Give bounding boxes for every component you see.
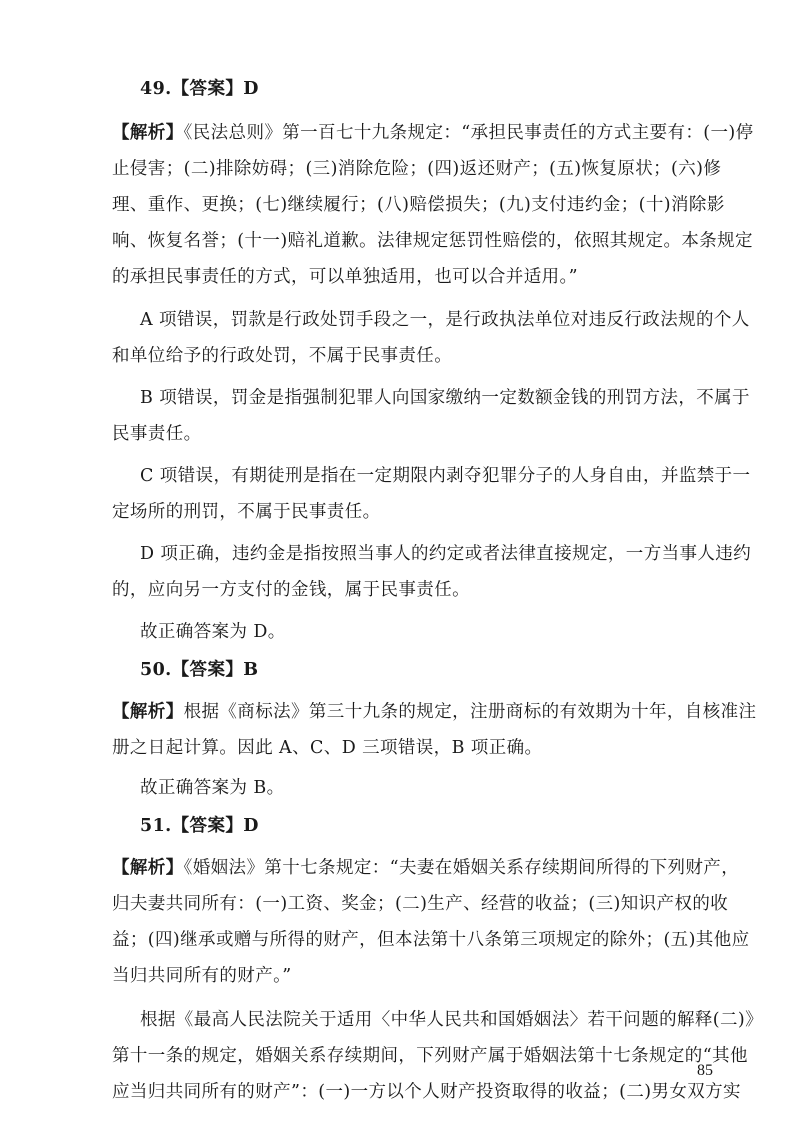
- option-b-paragraph: 民事责任。: [112, 424, 202, 444]
- interpretation-paragraph: 根据《最高人民法院关于适用〈中华人民共和国婚姻法〉若干问题的解释(二)》: [140, 1010, 764, 1030]
- interpretation-paragraph: 应当归共同所有的财产”：(一)一方以个人财产投资取得的收益；(二)男女双方实: [112, 1082, 741, 1102]
- analysis-line: 当归共同所有的财产。”: [112, 966, 292, 986]
- analysis-line: 止侵害；(二)排除妨碍；(三)消除危险；(四)返还财产；(五)恢复原状；(六)修: [112, 159, 722, 179]
- analysis-line: 【解析】根据《商标法》第三十九条的规定，注册商标的有效期为十年，自核准注: [112, 702, 757, 722]
- analysis-line: 册之日起计算。因此 A、C、D 三项错误，B 项正确。: [112, 738, 543, 758]
- analysis-line: 益；(四)继承或赠与所得的财产，但本法第十八条第三项规定的除外；(五)其他应: [112, 930, 750, 950]
- answer-heading-50: 50.【答案】B: [140, 660, 259, 680]
- option-d-paragraph: 的，应向另一方支付的金钱，属于民事责任。: [112, 580, 470, 600]
- option-a-paragraph: 和单位给予的行政处罚，不属于民事责任。: [112, 346, 453, 366]
- analysis-line: 响、恢复名誉；(十一)赔礼道歉。法律规定惩罚性赔偿的，依照其规定。本条规定: [112, 231, 753, 251]
- option-a-paragraph: A 项错误，罚款是行政处罚手段之一，是行政执法单位对违反行政法规的个人: [140, 310, 750, 330]
- analysis-line: 归夫妻共同所有：(一)工资、奖金；(二)生产、经营的收益；(三)知识产权的收: [112, 894, 729, 914]
- analysis-line: 【解析】《民法总则》第一百七十九条规定：“承担民事责任的方式主要有：(一)停: [112, 123, 754, 143]
- answer-heading-51: 51.【答案】D: [140, 816, 259, 836]
- analysis-label: 【解析】: [112, 123, 184, 143]
- answer-heading-49: 49.【答案】D: [140, 79, 259, 99]
- analysis-line: 的承担民事责任的方式，可以单独适用，也可以合并适用。”: [112, 267, 578, 287]
- interpretation-paragraph: 第十一条的规定，婚姻关系存续期间，下列财产属于婚姻法第十七条规定的“其他: [112, 1046, 748, 1066]
- option-b-paragraph: B 项错误，罚金是指强制犯罪人向国家缴纳一定数额金钱的刑罚方法，不属于: [140, 388, 750, 408]
- option-c-paragraph: 定场所的刑罚，不属于民事责任。: [112, 502, 381, 522]
- conclusion: 故正确答案为 B。: [140, 778, 285, 798]
- analysis-line: 理、重作、更换；(七)继续履行；(八)赔偿损失；(九)支付违约金；(十)消除影: [112, 195, 725, 215]
- analysis-label: 【解析】: [112, 858, 184, 878]
- option-c-paragraph: C 项错误，有期徒刑是指在一定期限内剥夺犯罪分子的人身自由，并监禁于一: [140, 466, 751, 486]
- analysis-label: 【解析】: [112, 702, 184, 722]
- option-d-paragraph: D 项正确，违约金是指按照当事人的约定或者法律直接规定，一方当事人违约: [140, 544, 752, 564]
- conclusion: 故正确答案为 D。: [140, 622, 286, 642]
- page-number: 85: [697, 1062, 713, 1079]
- analysis-line: 【解析】《婚姻法》第十七条规定：“夫妻在婚姻关系存续期间所得的下列财产，: [112, 858, 740, 878]
